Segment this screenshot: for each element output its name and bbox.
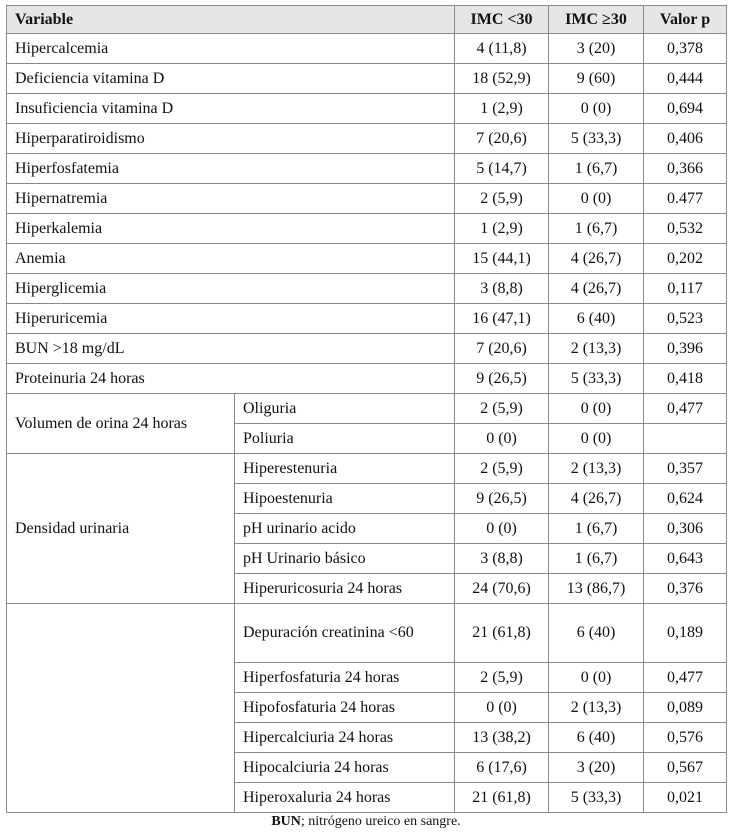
table-row	[7, 364, 727, 394]
pvalue-cell: 0,523	[644, 304, 727, 334]
subvariable-cell: Hipofosfaturia 24 horas	[235, 693, 455, 723]
imc-low-cell: 2 (5,9)	[455, 454, 549, 484]
pvalue-cell: 0,694	[644, 94, 727, 124]
pvalue-cell: 0.477	[644, 184, 727, 214]
imc-low-cell: 3 (8,8)	[455, 274, 549, 304]
imc-high-cell: 0 (0)	[549, 184, 644, 214]
imc-low-cell: 4 (11,8)	[455, 34, 549, 64]
imc-low-cell: 9 (26,5)	[455, 364, 549, 394]
table-row	[7, 124, 727, 154]
table-row	[7, 94, 727, 124]
imc-low-cell: 16 (47,1)	[455, 304, 549, 334]
imc-low-cell: 5 (14,7)	[455, 154, 549, 184]
table-row	[7, 454, 727, 484]
imc-high-cell: 0 (0)	[549, 94, 644, 124]
header-variable: Variable	[7, 6, 455, 34]
imc-high-cell: 6 (40)	[549, 304, 644, 334]
variable-cell: Insuficiencia vitamina D	[7, 94, 455, 124]
subvariable-cell: pH urinario acido	[235, 514, 455, 544]
pvalue-cell	[644, 424, 727, 454]
imc-low-cell: 13 (38,2)	[455, 723, 549, 753]
imc-high-cell: 1 (6,7)	[549, 214, 644, 244]
imc-high-cell: 4 (26,7)	[549, 274, 644, 304]
pvalue-cell: 0,366	[644, 154, 727, 184]
imc-high-cell: 0 (0)	[549, 663, 644, 693]
subvariable-cell: Hiperestenuria	[235, 454, 455, 484]
variable-cell: Hiperuricemia	[7, 304, 455, 334]
subvariable-cell: Poliuria	[235, 424, 455, 454]
imc-high-cell: 5 (33,3)	[549, 783, 644, 813]
imc-low-cell: 24 (70,6)	[455, 574, 549, 604]
table-row	[7, 154, 727, 184]
imc-high-cell: 3 (20)	[549, 34, 644, 64]
subvariable-cell: Hiperuricosuria 24 horas	[235, 574, 455, 604]
variable-cell: Hipercalcemia	[7, 34, 455, 64]
variable-cell: Hiperparatiroidismo	[7, 124, 455, 154]
imc-low-cell: 2 (5,9)	[455, 663, 549, 693]
imc-low-cell: 6 (17,6)	[455, 753, 549, 783]
pvalue-cell: 0,396	[644, 334, 727, 364]
imc-high-cell: 0 (0)	[549, 424, 644, 454]
imc-low-cell: 2 (5,9)	[455, 184, 549, 214]
pvalue-cell: 0,477	[644, 394, 727, 424]
imc-high-cell: 5 (33,3)	[549, 124, 644, 154]
subvariable-cell: Depuración creatinina <60	[235, 604, 455, 663]
table-row	[7, 184, 727, 214]
table-row	[7, 274, 727, 304]
subvariable-cell: Hipocalciuria 24 horas	[235, 753, 455, 783]
footnote	[0, 814, 732, 830]
table-row	[7, 604, 727, 663]
pvalue-cell: 0,418	[644, 364, 727, 394]
table-row	[7, 304, 727, 334]
imc-high-cell: 4 (26,7)	[549, 244, 644, 274]
header-pvalue: Valor p	[644, 6, 727, 34]
pvalue-cell: 0,567	[644, 753, 727, 783]
pvalue-cell: 0,532	[644, 214, 727, 244]
imc-high-cell: 6 (40)	[549, 723, 644, 753]
pvalue-cell: 0,117	[644, 274, 727, 304]
imc-low-cell: 21 (61,8)	[455, 604, 549, 663]
imc-low-cell: 7 (20,6)	[455, 124, 549, 154]
pvalue-cell: 0,643	[644, 544, 727, 574]
group-label-empty	[7, 604, 235, 813]
imc-high-cell: 4 (26,7)	[549, 484, 644, 514]
table-row	[7, 394, 727, 424]
imc-high-cell: 2 (13,3)	[549, 693, 644, 723]
imc-high-cell: 1 (6,7)	[549, 544, 644, 574]
imc-high-cell: 2 (13,3)	[549, 334, 644, 364]
results-table	[6, 5, 727, 813]
imc-low-cell: 21 (61,8)	[455, 783, 549, 813]
pvalue-cell: 0,444	[644, 64, 727, 94]
footnote-abbr: BUN	[271, 814, 301, 829]
table-row	[7, 34, 727, 64]
group-label-densidad: Densidad urinaria	[7, 454, 235, 604]
pvalue-cell: 0,477	[644, 663, 727, 693]
pvalue-cell: 0,202	[644, 244, 727, 274]
pvalue-cell: 0,189	[644, 604, 727, 663]
imc-high-cell: 0 (0)	[549, 394, 644, 424]
pvalue-cell: 0,406	[644, 124, 727, 154]
pvalue-cell: 0,357	[644, 454, 727, 484]
imc-low-cell: 0 (0)	[455, 424, 549, 454]
variable-cell: BUN >18 mg/dL	[7, 334, 455, 364]
imc-high-cell: 5 (33,3)	[549, 364, 644, 394]
imc-high-cell: 13 (86,7)	[549, 574, 644, 604]
header-row	[7, 6, 727, 34]
header-imc-high: IMC ≥30	[549, 6, 644, 34]
subvariable-cell: Hipoestenuria	[235, 484, 455, 514]
variable-cell: Hiperglicemia	[7, 274, 455, 304]
imc-low-cell: 15 (44,1)	[455, 244, 549, 274]
pvalue-cell: 0,376	[644, 574, 727, 604]
imc-low-cell: 1 (2,9)	[455, 214, 549, 244]
imc-high-cell: 3 (20)	[549, 753, 644, 783]
imc-low-cell: 1 (2,9)	[455, 94, 549, 124]
subvariable-cell: Hipercalciuria 24 horas	[235, 723, 455, 753]
table-row	[7, 334, 727, 364]
pvalue-cell: 0,576	[644, 723, 727, 753]
imc-low-cell: 18 (52,9)	[455, 64, 549, 94]
pvalue-cell: 0,624	[644, 484, 727, 514]
variable-cell: Hiperfosfatemia	[7, 154, 455, 184]
imc-low-cell: 3 (8,8)	[455, 544, 549, 574]
header-imc-low: IMC <30	[455, 6, 549, 34]
group-label-orina: Volumen de orina 24 horas	[7, 394, 235, 454]
table-row	[7, 244, 727, 274]
pvalue-cell: 0,306	[644, 514, 727, 544]
subvariable-cell: pH Urinario básico	[235, 544, 455, 574]
imc-high-cell: 1 (6,7)	[549, 154, 644, 184]
imc-low-cell: 0 (0)	[455, 514, 549, 544]
subvariable-cell: Hiperfosfaturia 24 horas	[235, 663, 455, 693]
variable-cell: Hipernatremia	[7, 184, 455, 214]
imc-high-cell: 9 (60)	[549, 64, 644, 94]
imc-high-cell: 6 (40)	[549, 604, 644, 663]
imc-low-cell: 9 (26,5)	[455, 484, 549, 514]
pvalue-cell: 0,089	[644, 693, 727, 723]
imc-low-cell: 0 (0)	[455, 693, 549, 723]
subvariable-cell: Oliguria	[235, 394, 455, 424]
imc-high-cell: 1 (6,7)	[549, 514, 644, 544]
table-row	[7, 64, 727, 94]
pvalue-cell: 0,021	[644, 783, 727, 813]
imc-low-cell: 2 (5,9)	[455, 394, 549, 424]
imc-low-cell: 7 (20,6)	[455, 334, 549, 364]
imc-high-cell: 2 (13,3)	[549, 454, 644, 484]
variable-cell: Deficiencia vitamina D	[7, 64, 455, 94]
footnote-text: ; nitrógeno ureico en sangre.	[300, 814, 461, 829]
variable-cell: Anemia	[7, 244, 455, 274]
table-row	[7, 214, 727, 244]
pvalue-cell: 0,378	[644, 34, 727, 64]
variable-cell: Hiperkalemia	[7, 214, 455, 244]
variable-cell: Proteinuria 24 horas	[7, 364, 455, 394]
subvariable-cell: Hiperoxaluria 24 horas	[235, 783, 455, 813]
